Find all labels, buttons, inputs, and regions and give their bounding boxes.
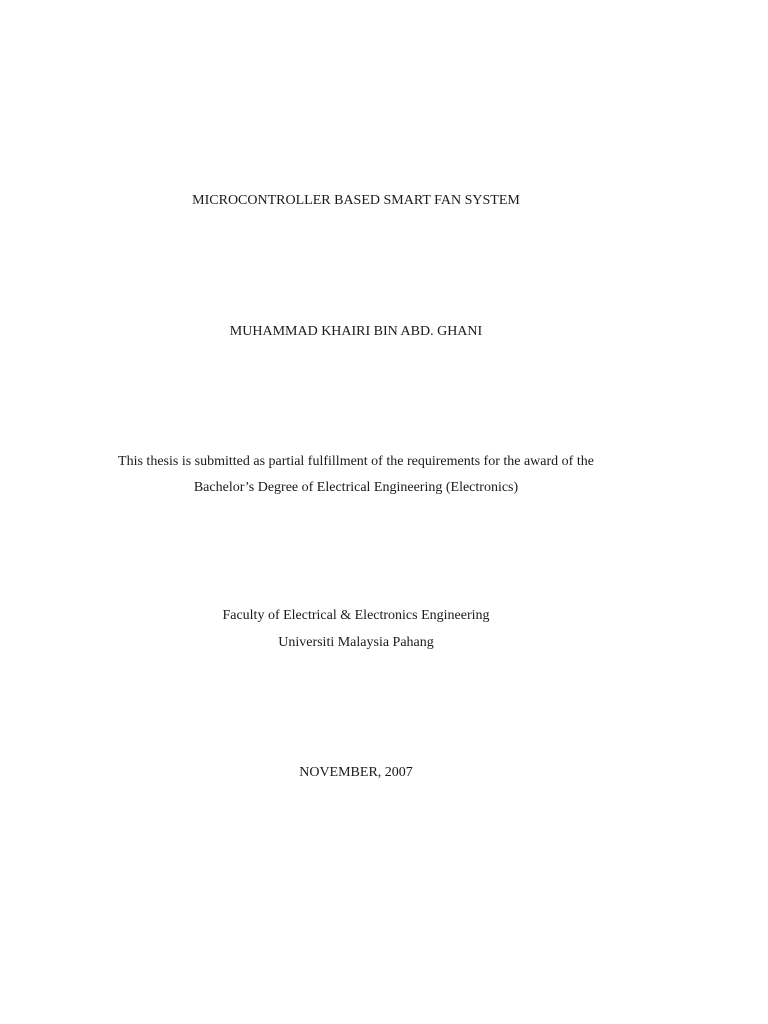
submission-date: NOVEMBER, 2007 (299, 765, 413, 780)
thesis-title: MICROCONTROLLER BASED SMART FAN SYSTEM (192, 193, 520, 208)
submission-statement-line-2: Bachelor’s Degree of Electrical Engineering (Electronics) (193, 480, 519, 495)
faculty-name: Faculty of Electrical & Electronics Engineering (222, 608, 490, 623)
submission-statement-line-1: This thesis is submitted as partial fulfillment of the requirements for the award of the (118, 454, 594, 469)
author-name: MUHAMMAD KHAIRI BIN ABD. GHANI (229, 324, 483, 339)
university-name: Universiti Malaysia Pahang (278, 635, 434, 650)
